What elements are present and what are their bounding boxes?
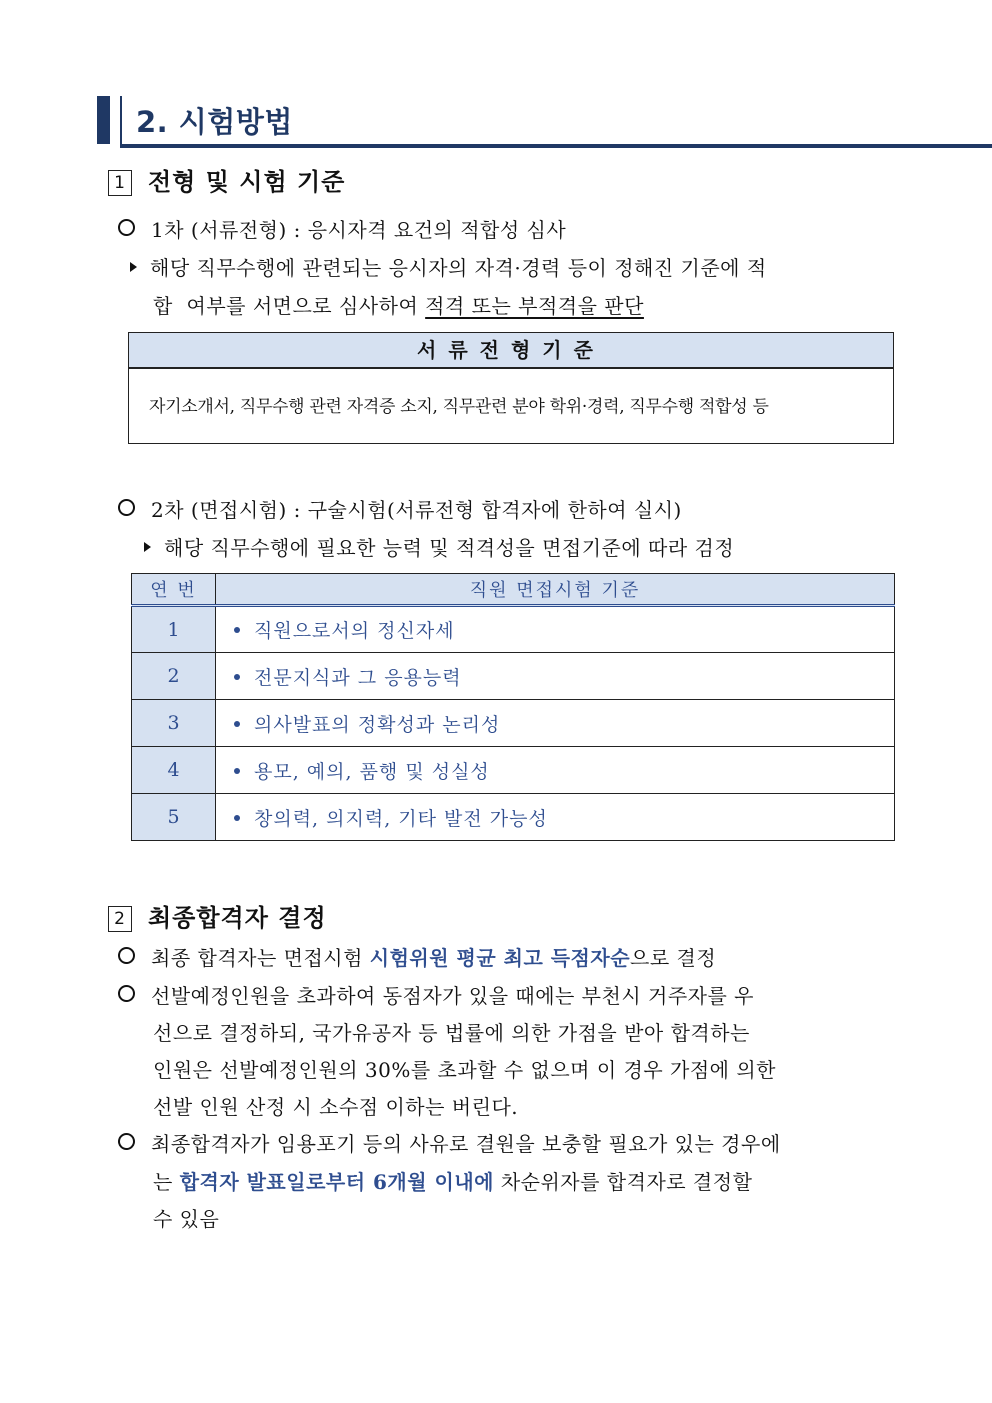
final-para2-line4: 선발 인원 산정 시 소수점 이하는 버린다. <box>153 1095 519 1119</box>
bullet-dot-icon <box>234 721 240 727</box>
final-para3-text2c: 차순위자를 합격자로 결정할 <box>493 1170 753 1194</box>
circle-bullet-icon <box>118 947 135 964</box>
final-para2-line3: 인원은 선발예정인원의 30%를 초과할 수 없으며 이 경우 가점에 의한 <box>153 1058 776 1082</box>
row-criteria-text: 의사발표의 정확성과 논리성 <box>254 713 501 736</box>
table-row <box>132 794 895 841</box>
row-criteria-text: 직원으로서의 정신자세 <box>254 620 455 642</box>
final-para1-text-a: 최종 합격자는 면접시험 <box>151 946 370 970</box>
row-criteria <box>216 700 895 747</box>
final-para1-text-c: 으로 결정 <box>630 946 717 970</box>
title-divider <box>120 96 122 146</box>
document-criteria-header: 서류전형기준 <box>129 333 893 369</box>
item2-sub <box>144 532 734 561</box>
col-header-criteria: 직원 면접시험 기준 <box>216 574 895 606</box>
bullet-dot-icon <box>234 768 240 774</box>
final-para2-line2: 선으로 결정하되, 국가유공자 등 법률에 의한 가점을 받아 합격하는 <box>153 1021 750 1045</box>
row-criteria <box>216 653 895 700</box>
row-criteria-text: 창의력, 의지력, 기타 발전 가능성 <box>254 807 548 830</box>
row-criteria-text: 용모, 예의, 품행 및 성실성 <box>254 760 490 783</box>
item2 <box>118 494 682 523</box>
row-number: 1 <box>132 606 216 653</box>
circle-bullet-icon <box>118 1133 135 1150</box>
item1 <box>118 214 566 243</box>
final-para2-line1 <box>118 980 754 1009</box>
row-number: 5 <box>132 794 216 841</box>
final-para3-line1 <box>118 1128 781 1157</box>
title-underline <box>120 144 992 148</box>
col-header-num: 연 번 <box>132 574 216 606</box>
section2-heading <box>108 898 327 933</box>
final-para1 <box>118 942 716 971</box>
bullet-dot-icon <box>234 674 240 680</box>
row-number: 2 <box>132 653 216 700</box>
table-row <box>132 700 895 747</box>
item1-sub-line2 <box>153 290 644 319</box>
section1-title: 전형 및 시험 기준 <box>148 167 346 196</box>
row-number: 4 <box>132 747 216 794</box>
bullet-dot-icon <box>234 815 240 821</box>
document-criteria-box <box>128 332 894 444</box>
final-para3-text1: 최종합격자가 임용포기 등의 사유로 결원을 보충할 필요가 있는 경우에 <box>151 1132 781 1156</box>
final-para2-text1: 선발예정인원을 초과하여 동점자가 있을 때에는 부천시 거주자를 우 <box>151 984 754 1008</box>
item1-text: 1차 (서류전형) : 응시자격 요건의 적합성 심사 <box>151 218 567 242</box>
row-criteria <box>216 794 895 841</box>
page-title: 2. 시험방법 <box>136 105 293 139</box>
section2-number: 2 <box>108 906 132 932</box>
row-number: 3 <box>132 700 216 747</box>
table-header-row <box>132 574 895 606</box>
row-criteria <box>216 747 895 794</box>
table-row <box>132 606 895 653</box>
final-para3-highlight: 합격자 발표일로부터 6개월 이내에 <box>179 1170 494 1194</box>
final-para1-highlight: 시험위원 평균 최고 득점자순 <box>369 946 631 970</box>
table-row <box>132 747 895 794</box>
circle-bullet-icon <box>118 499 135 516</box>
item1-sub-text2b: 적격 또는 부적격을 판단 <box>425 294 644 318</box>
bullet-dot-icon <box>234 627 240 633</box>
item2-text: 2차 (면접시험) : 구술시험(서류전형 합격자에 한하여 실시) <box>151 498 682 522</box>
item1-sub-text1: 해당 직무수행에 관련되는 응시자의 자격·경력 등이 정해진 기준에 적 <box>150 256 767 280</box>
interview-criteria-table <box>131 573 895 841</box>
item1-sub-text2a: 합 여부를 서면으로 심사하여 <box>153 294 426 318</box>
title-accent-bar <box>97 96 110 144</box>
item2-sub-text: 해당 직무수행에 필요한 능력 및 적격성을 면접기준에 따라 검정 <box>164 536 735 560</box>
triangle-bullet-icon <box>144 542 151 552</box>
circle-bullet-icon <box>118 985 135 1002</box>
final-para3-line3: 수 있음 <box>153 1207 220 1231</box>
circle-bullet-icon <box>118 219 135 236</box>
row-criteria-text: 전문지식과 그 응용능력 <box>254 666 462 689</box>
table-row <box>132 653 895 700</box>
row-criteria <box>216 606 895 653</box>
section1-number: 1 <box>108 170 132 196</box>
section1-heading <box>108 162 345 197</box>
section2-title: 최종합격자 결정 <box>148 903 327 932</box>
final-para3-text2a: 는 <box>153 1170 180 1194</box>
document-criteria-body: 자기소개서, 직무수행 관련 자격증 소지, 직무관련 분야 학위·경력, 직무수행 적합성 등 <box>149 397 769 417</box>
final-para3-line2 <box>153 1166 752 1195</box>
triangle-bullet-icon <box>130 262 137 272</box>
item1-sub-line1 <box>130 252 767 281</box>
